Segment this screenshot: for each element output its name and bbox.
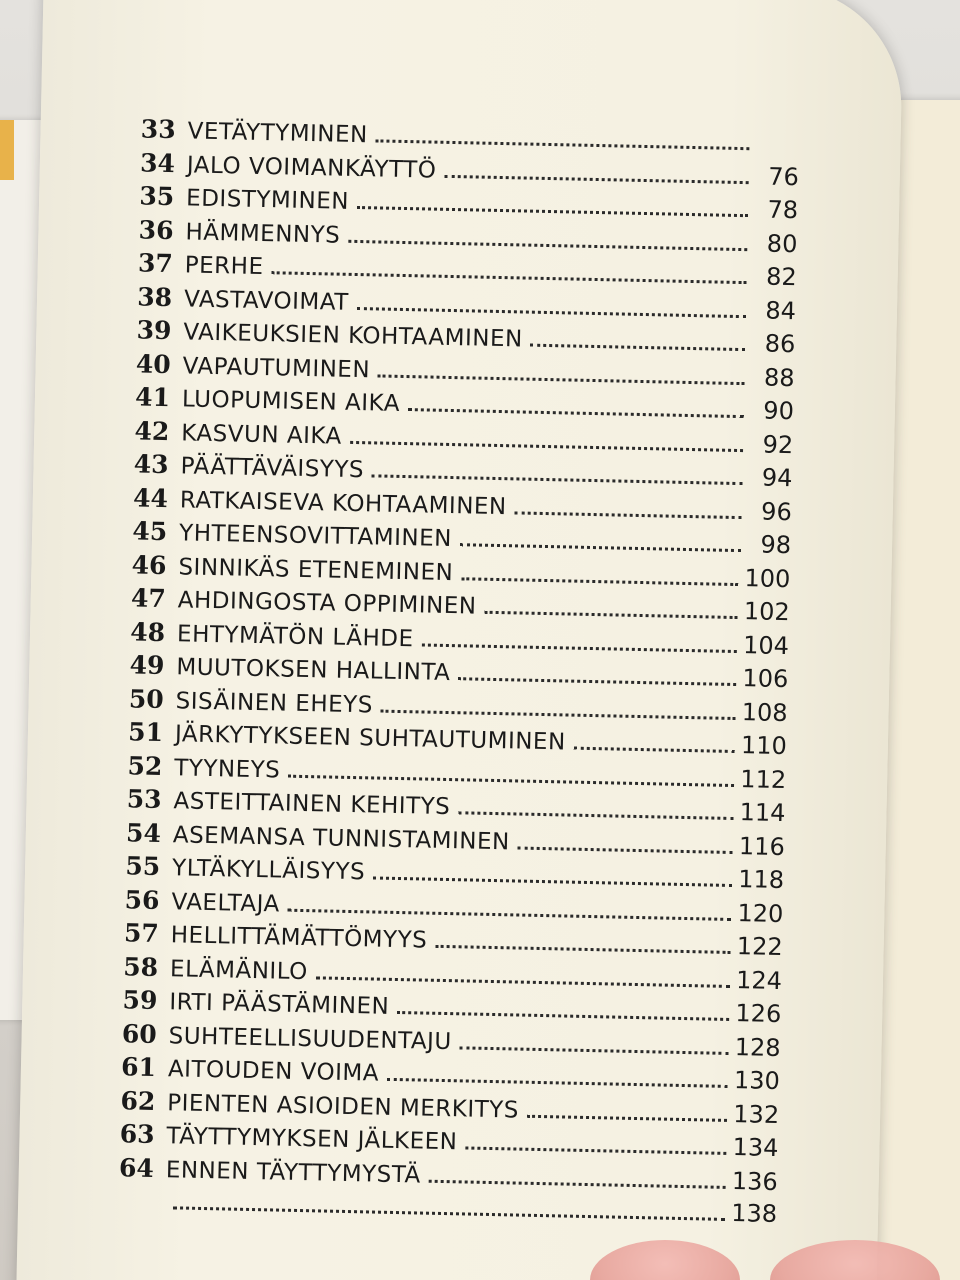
chapter-number: 59 xyxy=(122,985,158,1015)
page-number: 136 xyxy=(731,1166,779,1196)
dot-leader xyxy=(531,343,746,351)
dot-leader xyxy=(316,975,730,988)
dot-leader xyxy=(435,944,731,954)
page-number: 114 xyxy=(739,798,786,828)
chapter-title: VAPAUTUMINEN xyxy=(182,352,371,383)
page-number: 76 xyxy=(767,162,800,191)
dot-leader xyxy=(381,708,736,719)
dot-leader xyxy=(515,510,742,519)
table-of-contents xyxy=(97,112,800,1231)
chapter-title: VAIKEUKSIEN KOHTAAMINEN xyxy=(183,319,524,353)
dot-leader xyxy=(288,907,732,920)
chapter-number: 38 xyxy=(137,281,173,312)
chapter-number: 39 xyxy=(136,315,172,346)
chapter-number: 55 xyxy=(125,851,161,882)
page-number: 82 xyxy=(765,262,797,292)
page-number: 118 xyxy=(737,865,785,895)
page-number: 94 xyxy=(761,463,793,493)
chapter-number: 42 xyxy=(134,415,170,446)
page-number: 104 xyxy=(742,630,790,660)
page-number: 128 xyxy=(734,1032,781,1062)
dot-leader xyxy=(408,407,744,418)
dot-leader xyxy=(465,1145,726,1154)
page-number xyxy=(755,150,799,151)
dot-leader xyxy=(376,138,750,150)
dot-leader xyxy=(518,845,733,854)
dot-leader xyxy=(484,610,737,619)
chapter-title: SUHTEELLISUUDENTAJU xyxy=(168,1022,452,1055)
chapter-title: VASTAVOIMAT xyxy=(183,285,350,316)
chapter-number: 36 xyxy=(138,214,174,245)
dot-leader xyxy=(458,810,733,820)
chapter-number: 60 xyxy=(121,1018,158,1049)
page-number: 96 xyxy=(760,497,793,526)
chapter-title: YHTEENSOVITTAMINEN xyxy=(178,520,453,553)
chapter-number: 37 xyxy=(137,248,174,279)
chapter-title: ASEMANSA TUNNISTAMINEN xyxy=(172,821,511,855)
dot-leader xyxy=(173,1205,725,1221)
chapter-title: PIENTEN ASIOIDEN MERKITYS xyxy=(166,1089,520,1124)
chapter-number: 47 xyxy=(130,583,167,614)
chapter-number: 53 xyxy=(126,784,162,815)
chapter-number: 63 xyxy=(119,1119,155,1149)
dot-leader xyxy=(348,238,747,250)
page-number: 120 xyxy=(737,898,784,928)
chapter-title: PERHE xyxy=(184,252,264,281)
dot-leader xyxy=(271,270,746,284)
chapter-title: JÄRKYTYKSEEN SUHTAUTUMINEN xyxy=(174,721,566,756)
chapter-number: 46 xyxy=(131,549,167,580)
chapter-title: TÄYTTYMYKSEN JÄLKEEN xyxy=(166,1123,458,1156)
dot-leader xyxy=(397,1010,729,1021)
chapter-title: VAELTAJA xyxy=(171,888,281,918)
page-number: 130 xyxy=(733,1066,781,1096)
chapter-title: KASVUN AIKA xyxy=(181,419,343,450)
chapter-title: IRTI PÄÄSTÄMINEN xyxy=(169,989,390,1020)
chapter-title: MUUTOKSEN HALLINTA xyxy=(176,654,451,687)
chapter-number: 52 xyxy=(127,750,163,781)
chapter-title: ELÄMÄNILO xyxy=(169,955,309,985)
page-number: 126 xyxy=(735,999,782,1029)
chapter-number: 35 xyxy=(139,181,175,212)
chapter-number: 49 xyxy=(129,650,165,681)
chapter-title: ENNEN TÄYTTYMYSTÄ xyxy=(165,1156,422,1189)
dot-leader xyxy=(460,542,741,552)
chapter-number: 51 xyxy=(127,717,164,748)
page-number: 86 xyxy=(764,329,796,359)
chapter-number: 34 xyxy=(139,147,176,178)
page-number: 112 xyxy=(740,764,787,794)
dot-leader xyxy=(421,642,737,653)
dot-leader xyxy=(288,773,734,786)
chapter-title: JALO VOIMANKÄYTTÖ xyxy=(186,151,437,184)
chapter-title: ASTEITTAINEN KEHITYS xyxy=(173,788,451,821)
page-number: 110 xyxy=(740,731,788,761)
page-number: 108 xyxy=(741,697,788,727)
dot-leader xyxy=(387,1077,728,1088)
chapter-number: 61 xyxy=(120,1052,157,1082)
chapter-title: EDISTYMINEN xyxy=(185,185,350,215)
chapter-title: VETÄYTYMINEN xyxy=(187,118,369,149)
dot-leader xyxy=(460,1045,729,1055)
dot-leader xyxy=(378,373,745,385)
chapter-number: 50 xyxy=(128,683,165,714)
chapter-number: 56 xyxy=(124,884,160,915)
page-number: 132 xyxy=(733,1099,780,1129)
page-number: 90 xyxy=(763,396,795,426)
dot-leader xyxy=(444,173,749,183)
chapter-number xyxy=(97,1208,153,1209)
chapter-number: 43 xyxy=(133,449,169,480)
page-number: 98 xyxy=(760,530,792,560)
chapter-title: AITOUDEN VOIMA xyxy=(167,1056,380,1087)
dot-leader xyxy=(527,1113,728,1121)
chapter-number: 45 xyxy=(132,516,168,547)
chapter-number: 62 xyxy=(120,1085,156,1116)
page-number: 106 xyxy=(742,664,789,694)
chapter-number: 64 xyxy=(118,1152,155,1183)
page-number: 122 xyxy=(736,932,783,962)
chapter-title: HELLITTÄMÄTTÖMYYS xyxy=(170,922,428,954)
dot-leader xyxy=(357,305,746,317)
dot-leader xyxy=(461,576,738,586)
page-number: 116 xyxy=(738,831,786,861)
left-book-edge xyxy=(0,120,14,180)
dot-leader xyxy=(429,1178,726,1188)
chapter-number: 40 xyxy=(135,348,172,379)
chapter-title: EHTYMÄTÖN LÄHDE xyxy=(176,620,414,652)
chapter-number: 41 xyxy=(134,382,171,413)
dot-leader xyxy=(357,205,748,217)
chapter-number: 54 xyxy=(125,817,162,848)
chapter-number: 57 xyxy=(123,918,160,948)
chapter-number: 48 xyxy=(130,616,166,647)
chapter-title: RATKAISEVA KOHTAAMINEN xyxy=(179,486,507,520)
page-number: 92 xyxy=(762,430,794,459)
chapter-title: PÄÄTTÄVÄISYYS xyxy=(180,453,365,484)
chapter-title: SINNIKÄS ETENEMINEN xyxy=(178,553,454,586)
page-number: 100 xyxy=(744,563,791,593)
chapter-title: TYYNEYS xyxy=(174,754,281,783)
chapter-title: AHDINGOSTA OPPIMINEN xyxy=(177,587,477,620)
page-number: 84 xyxy=(765,296,797,325)
page-number: 78 xyxy=(767,195,799,225)
chapter-title: LUOPUMISEN AIKA xyxy=(181,386,401,417)
page-number: 80 xyxy=(766,229,798,258)
page-number: 102 xyxy=(743,597,790,627)
page-number: 124 xyxy=(735,965,783,995)
chapter-number: 44 xyxy=(132,482,169,513)
dot-leader xyxy=(350,439,743,451)
page-number: 138 xyxy=(730,1199,778,1228)
dot-leader xyxy=(574,746,735,753)
page-number: 134 xyxy=(732,1133,779,1163)
chapter-title: YLTÄKYLLÄISYYS xyxy=(171,855,366,886)
chapter-number: 58 xyxy=(123,951,159,982)
chapter-title: HÄMMENNYS xyxy=(185,218,341,249)
chapter-title: SISÄINEN EHEYS xyxy=(175,687,374,718)
dot-leader xyxy=(372,473,743,485)
dot-leader xyxy=(458,676,736,686)
chapter-number: 33 xyxy=(140,114,176,145)
dot-leader xyxy=(373,875,732,887)
page-number: 88 xyxy=(763,363,795,392)
